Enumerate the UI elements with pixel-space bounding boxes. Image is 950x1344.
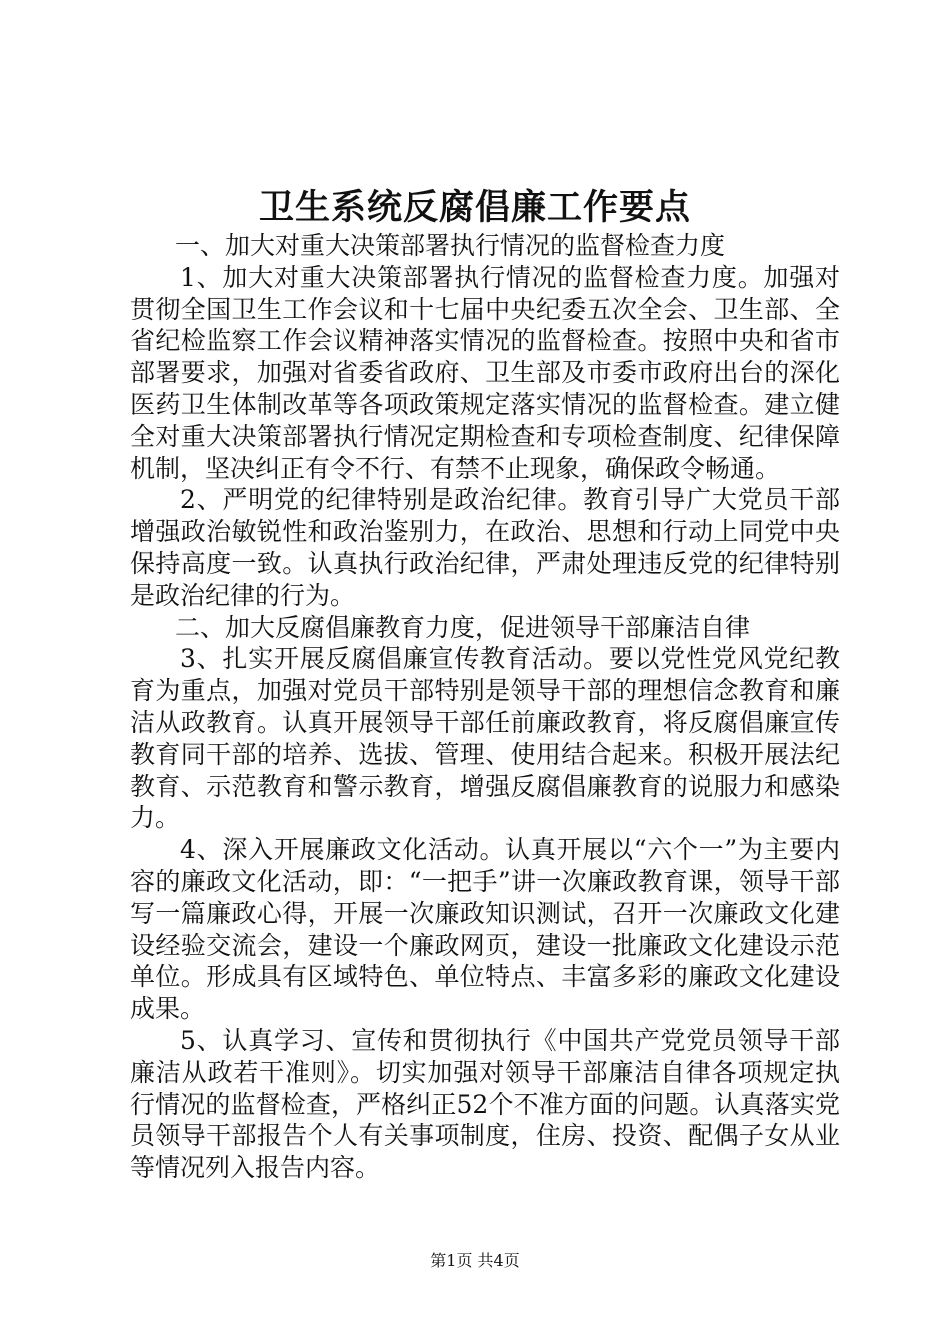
section-heading-2: 二、加大反腐倡廉教育力度，促进领导干部廉洁自律 <box>175 612 751 642</box>
page-footer: 第1页 共4页 <box>430 1251 520 1270</box>
section-heading-1: 一、加大对重大决策部署执行情况的监督检查力度 <box>175 231 726 260</box>
paragraph-1: 1、加大对重大决策部署执行情况的监督检查力度。加强对贯彻全国卫生工作会议和十七届中央纪委五次全会、卫生部、全省纪检监察工作会议精神落实情况的监督检查。按照中央和省市部署要求，加强对省委省政府、卫生部及市委市政府出台的深化医药卫生体制改革等各项政策规定落实情况的监督检查。建立健全对重大决策部署执行情况定期检查和专项检查制度、纪律保障机制，坚决纠正有令不行、有禁不止现象，确保政令畅通。 <box>130 262 840 483</box>
paragraph-5: 5、认真学习、宣传和贯彻执行《中国共产党党员领导干部廉洁从政若干准则》。切实加强对领导干部廉洁自律各项规定执行情况的监督检查，严格纠正52个不准方面的问题。认真落实党员领导干部报告个人有关事项制度，住房、投资、配偶子女从业等情况列入报告内容。 <box>130 1025 840 1183</box>
document-title: 卫生系统反腐倡廉工作要点 <box>258 188 691 228</box>
paragraph-2: 2、严明党的纪律特别是政治纪律。教育引导广大党员干部增强政治敏锐性和政治鉴别力，在政治、思想和行动上同党中央保持高度一致。认真执行政治纪律，严肃处理违反党的纪律特别是政治纪律的行为。 <box>130 485 840 610</box>
paragraph-3: 3、扎实开展反腐倡廉宣传教育活动。要以党性党风党纪教育为重点，加强对党员干部特别是领导干部的理想信念教育和廉洁从政教育。认真开展领导干部任前廉政教育，将反腐倡廉宣传教育同干部的培养、选拔、管理、使用结合起来。积极开展法纪教育、示范教育和警示教育，增强反腐倡廉教育的说服力和感染力。 <box>130 644 840 833</box>
document-body <box>130 230 840 1184</box>
paragraph-4: 4、深入开展廉政文化活动。认真开展以“六个一”为主要内容的廉政文化活动，即：“一把手”讲一次廉政教育课，领导干部写一篇廉政心得，开展一次廉政知识测试，召开一次廉政文化建设经验交流会，建设一个廉政网页，建设一批廉政文化建设示范单位。形成具有区域特色、单位特点、丰富多彩的廉政文化建设成果。 <box>130 835 840 1024</box>
